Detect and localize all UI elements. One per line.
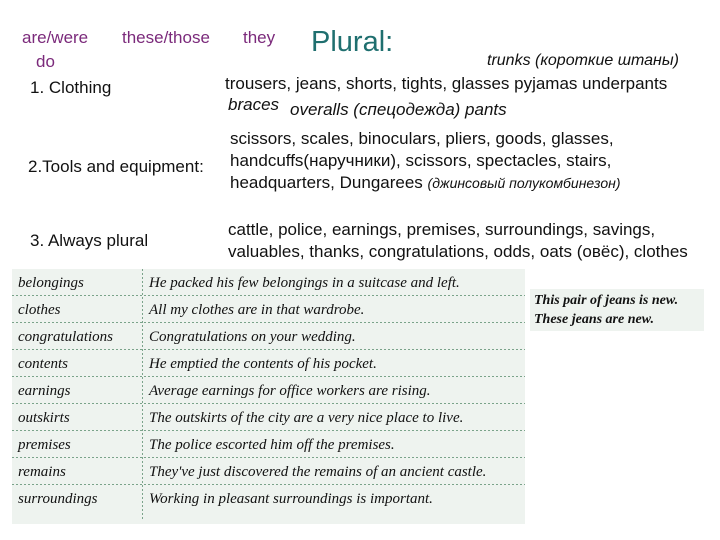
table-word: congratulations [18, 329, 114, 345]
table-row [12, 323, 525, 350]
table-word: outskirts [18, 410, 70, 426]
clothing-braces: braces [228, 95, 280, 114]
clothing-line-2: trousers, jeans, shorts, tights, glasses pyjamas underpants [225, 74, 668, 93]
clothing-label: 1. Clothing [30, 78, 112, 97]
table-row [12, 485, 525, 512]
pronoun-do: do [36, 52, 55, 71]
table-row [12, 458, 525, 485]
table-word: surroundings [18, 491, 98, 507]
tools-line-3 [230, 172, 621, 194]
tools-line-1: scissors, scales, binoculars, pliers, goods, glasses, [230, 129, 614, 148]
table-sentence: He emptied the contents of his pocket. [149, 356, 377, 372]
table-sentence: He packed his few belongings in a suitcase and left. [149, 275, 460, 291]
table-word: belongings [18, 275, 84, 291]
tools-line-3-note: (джинсовый полукомбинезон) [427, 175, 621, 191]
tools-line-3-main: headquarters, Dungarees [230, 173, 423, 192]
table-sentence: Congratulations on your wedding. [149, 329, 356, 345]
table-row [12, 377, 525, 404]
table-word: clothes [18, 302, 61, 318]
page-title: Plural: [311, 26, 394, 58]
table-row [12, 404, 525, 431]
clothing-line-3: overalls (спецодежда) pants [290, 100, 507, 119]
vocab-table [12, 269, 525, 524]
pronoun-are-were: are/were [22, 28, 89, 47]
tools-label: 2.Tools and equipment: [28, 157, 204, 176]
always-line-2: valuables, thanks, congratulations, odds, oats (овёс), clothes [228, 242, 688, 261]
table-sentence: They've just discovered the remains of an ancient castle. [149, 464, 487, 480]
pair-example-line-2: These jeans are new. [534, 312, 655, 327]
table-sentence: Working in pleasant surroundings is important. [149, 491, 433, 507]
table-sentence: All my clothes are in that wardrobe. [149, 302, 365, 318]
tools-list [230, 128, 621, 194]
tools-line-2: handcuffs(наручники), scissors, spectacles, stairs, [230, 151, 612, 170]
table-row [12, 269, 525, 296]
clothing-line-1: trunks (короткие штаны) [487, 52, 679, 69]
table-row [12, 296, 525, 323]
table-row [12, 431, 525, 458]
table-sentence: The outskirts of the city are a very nice place to live. [149, 410, 464, 426]
pronoun-they: they [243, 28, 276, 47]
table-word: earnings [18, 383, 71, 399]
table-word: remains [18, 464, 66, 480]
pair-example-line-1: This pair of jeans is new. [534, 293, 679, 308]
always-line-1: cattle, police, earnings, premises, surroundings, savings, [228, 220, 656, 239]
table-word: contents [18, 356, 68, 372]
always-plural-list [228, 219, 688, 263]
always-plural-label: 3. Always plural [30, 231, 149, 250]
table-sentence: Average earnings for office workers are rising. [149, 383, 431, 399]
pronoun-these-those: these/those [122, 28, 210, 47]
pair-example-box [530, 289, 704, 331]
table-word: premises [18, 437, 71, 453]
table-row [12, 350, 525, 377]
table-sentence: The police escorted him off the premises. [149, 437, 395, 453]
